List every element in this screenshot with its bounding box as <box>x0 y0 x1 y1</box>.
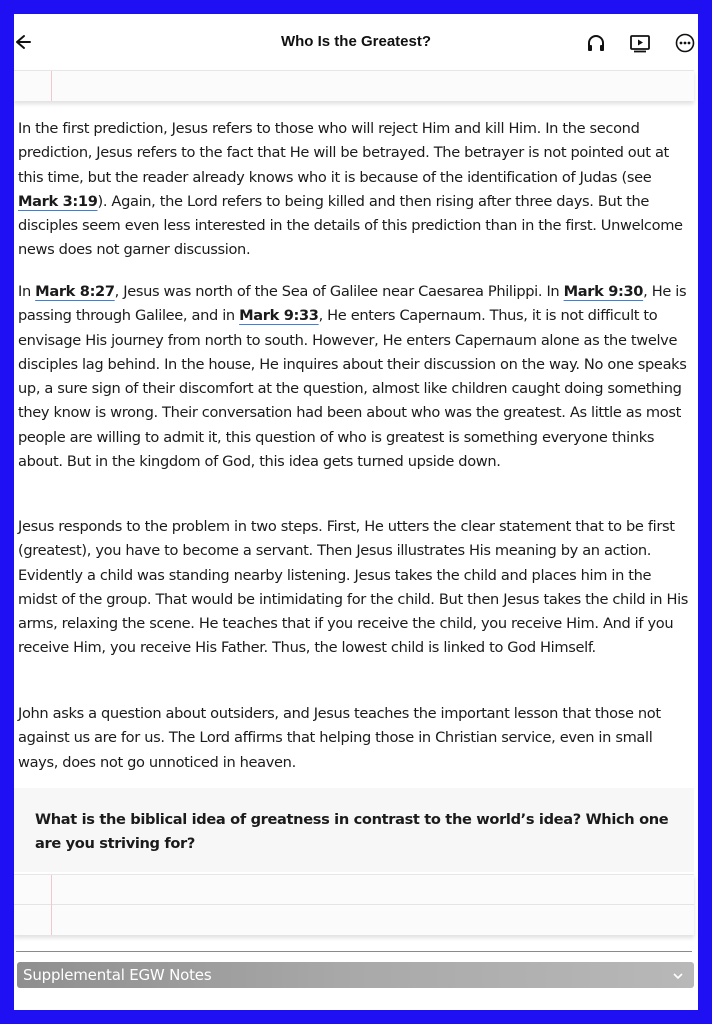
paragraph-2 <box>18 280 694 474</box>
notes-rule-line <box>14 904 694 905</box>
page-title: Who Is the Greatest? <box>280 33 432 50</box>
paragraph-text: , He enters Capernaum. Thus, it is not difficult to envisage His journey from north to south. However, He enters Capernaum alone as the twelve disciples lag behind. In the house, He inquires about their discussion on the way. No one speaks up, a sure sign of their discomfort at the question, almost like children caught doing something they know is wrong. Their conversation had been about who was the greatest. As little as most people are willing to admit it, this question of who is greatest is something everyone thinks about. But in the kingdom of God, this idea gets turned upside down. <box>18 307 687 471</box>
header-bar <box>14 14 698 70</box>
paragraph-text: ). Again, the Lord refers to being killed and then rising after three days. But the disciples seem even less interested in the details of this prediction than in the first. Unwelcome news does not garner discussion. <box>18 192 683 259</box>
headphones-icon[interactable] <box>585 32 607 54</box>
section-divider <box>16 951 692 952</box>
scripture-reference-link[interactable]: Mark 8:27 <box>35 283 115 300</box>
scripture-reference-link[interactable]: Mark 9:33 <box>239 307 319 325</box>
paragraph-text: Jesus responds to the problem in two steps. First, He utters the clear statement that to be first (greatest), you have to become a servant. Then Jesus illustrates His meaning by an action. Evidently a child was standing nearby listening. Jesus takes the child and places him in the midst of the group. That would be intimidating for the child. But then Jesus takes the child in His arms, relaxing the scene. He teaches that if you receive the child, you receive Him. And if you receive Him, you receive His Father. Thus, the lowest child is linked to God Himself. <box>18 518 689 657</box>
supplemental-egw-notes-button[interactable] <box>17 962 694 988</box>
app-screen <box>14 14 698 1010</box>
discussion-question-box <box>14 788 694 872</box>
more-icon[interactable] <box>674 32 696 54</box>
paragraph-text: In the first prediction, Jesus refers to those who will reject Him and kill Him. In the second prediction, Jesus refers to the fact that He will be betrayed. The betrayer is not pointed out at this time, but the reader already knows who it is because of the identification of Judas (see <box>18 120 669 186</box>
scripture-reference-link[interactable]: Mark 3:19 <box>18 192 98 210</box>
paragraph-1 <box>18 117 694 263</box>
notes-area-top[interactable] <box>14 70 694 101</box>
chevron-down-icon <box>672 969 684 981</box>
supplemental-label: Supplemental EGW Notes <box>23 966 212 984</box>
paragraph-text: John asks a question about outsiders, and Jesus teaches the important lesson that those not against us are for us. The Lord affirms that helping those in Christian service, even in small ways, does not go unnoticed in heaven. <box>18 705 661 771</box>
paragraph-text: In <box>18 283 36 300</box>
video-play-icon[interactable] <box>629 32 651 54</box>
paragraph-3 <box>18 515 694 661</box>
discussion-question: What is the biblical idea of greatness in contrast to the world’s idea? Which one are you striving for? <box>35 811 669 852</box>
notes-margin-line <box>51 875 52 935</box>
scripture-reference-link[interactable]: Mark 9:30 <box>563 283 644 300</box>
paragraph-text: , He is passing through Galilee, and in <box>18 283 687 325</box>
notes-area-answer[interactable] <box>14 874 694 935</box>
paragraph-text: , Jesus was north of the Sea of Galilee near Caesarea Philippi. In <box>114 283 564 300</box>
notes-margin-line <box>51 71 52 101</box>
paragraph-4 <box>18 702 694 775</box>
